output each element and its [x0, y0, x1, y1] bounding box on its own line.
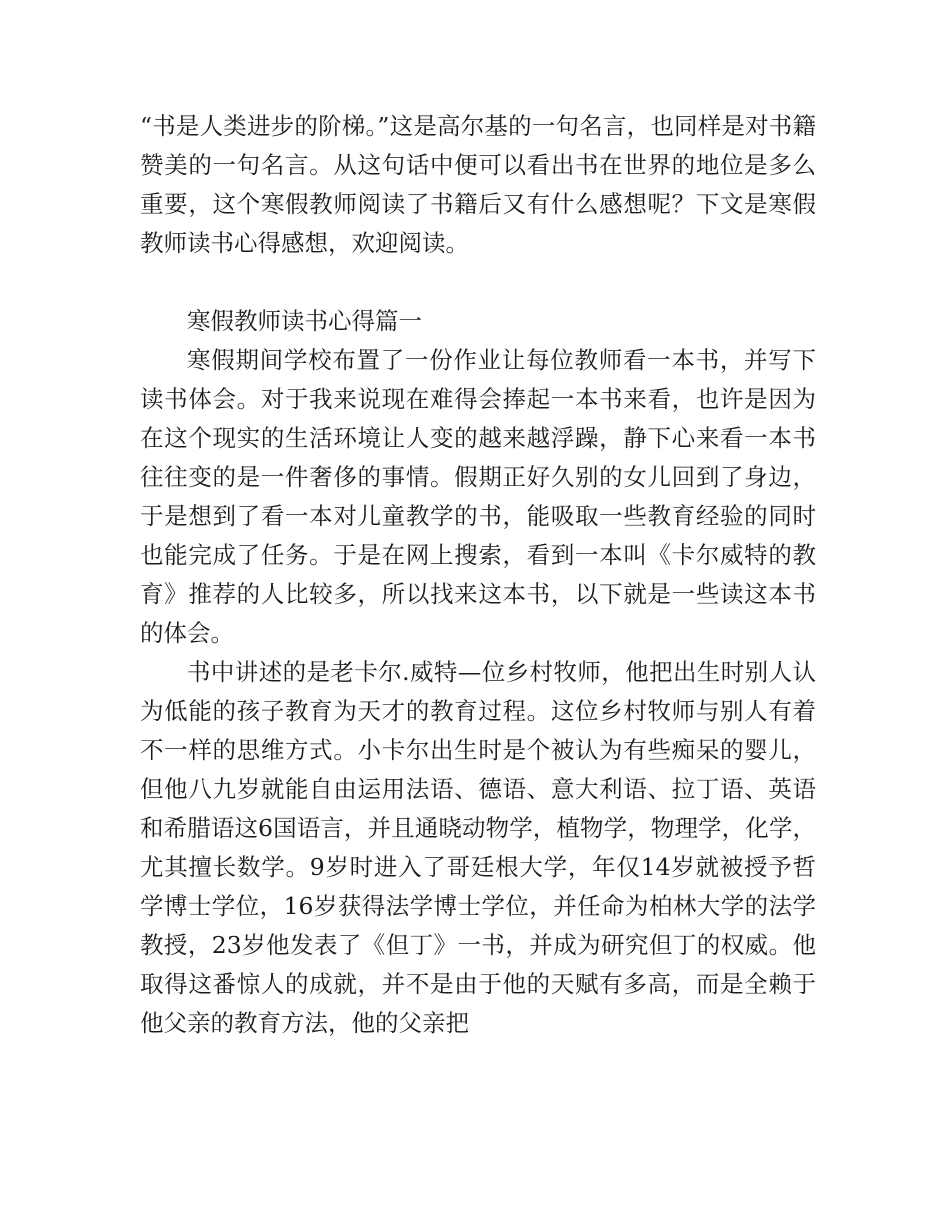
body-paragraph-1: 寒假期间学校布置了一份作业让每位教师看一本书，并写下读书体会。对于我来说现在难得会捧起一本书来看，也许是因为在这个现实的生活环境让人变的越来越浮躁，静下心来看一本书往往变的是一件奢侈的事情。假期正好久别的女儿回到了身边，于是想到了看一本对儿童教学的书，能吸取一些教育经验的同时也能完成了任务。于是在网上搜索，看到一本叫《卡尔威特的教育》推荐的人比较多，所以找来这本书，以下就是一些读这本书的体会。 — [140, 346, 816, 647]
intro-paragraph: “书是人类进步的阶梯。”这是高尔基的一句名言，也同样是对书籍赞美的一句名言。从这句话中便可以看出书在世界的地位是多么重要，这个寒假教师阅读了书籍后又有什么感想呢？下文是寒假教师读书心得感想，欢迎阅读。 — [140, 112, 816, 257]
section-title: 寒假教师读书心得篇一 — [187, 307, 422, 335]
body-paragraph-2: 书中讲述的是老卡尔.威特—位乡村牧师，他把出生时别人认为低能的孩子教育为天才的教育过程。这位乡村牧师与别人有着不一样的思维方式。小卡尔出生时是个被认为有些痴呆的婴儿，但他八九岁就能自由运用法语、德语、意大利语、拉丁语、英语和希腊语这6国语言，并且通晓动物学，植物学，物理学，化学，尤其擅长数学。9岁时进入了哥廷根大学，年仅14岁就被授予哲学博士学位，16岁获得法学博士学位，并任命为柏林大学的法学教授，23岁他发表了《但丁》一书，并成为研究但丁的权威。他取得这番惊人的成就，并不是由于他的天赋有多高，而是全赖于他父亲的教育方法，他的父亲把 — [140, 658, 816, 1037]
paragraph-gap — [140, 263, 816, 302]
